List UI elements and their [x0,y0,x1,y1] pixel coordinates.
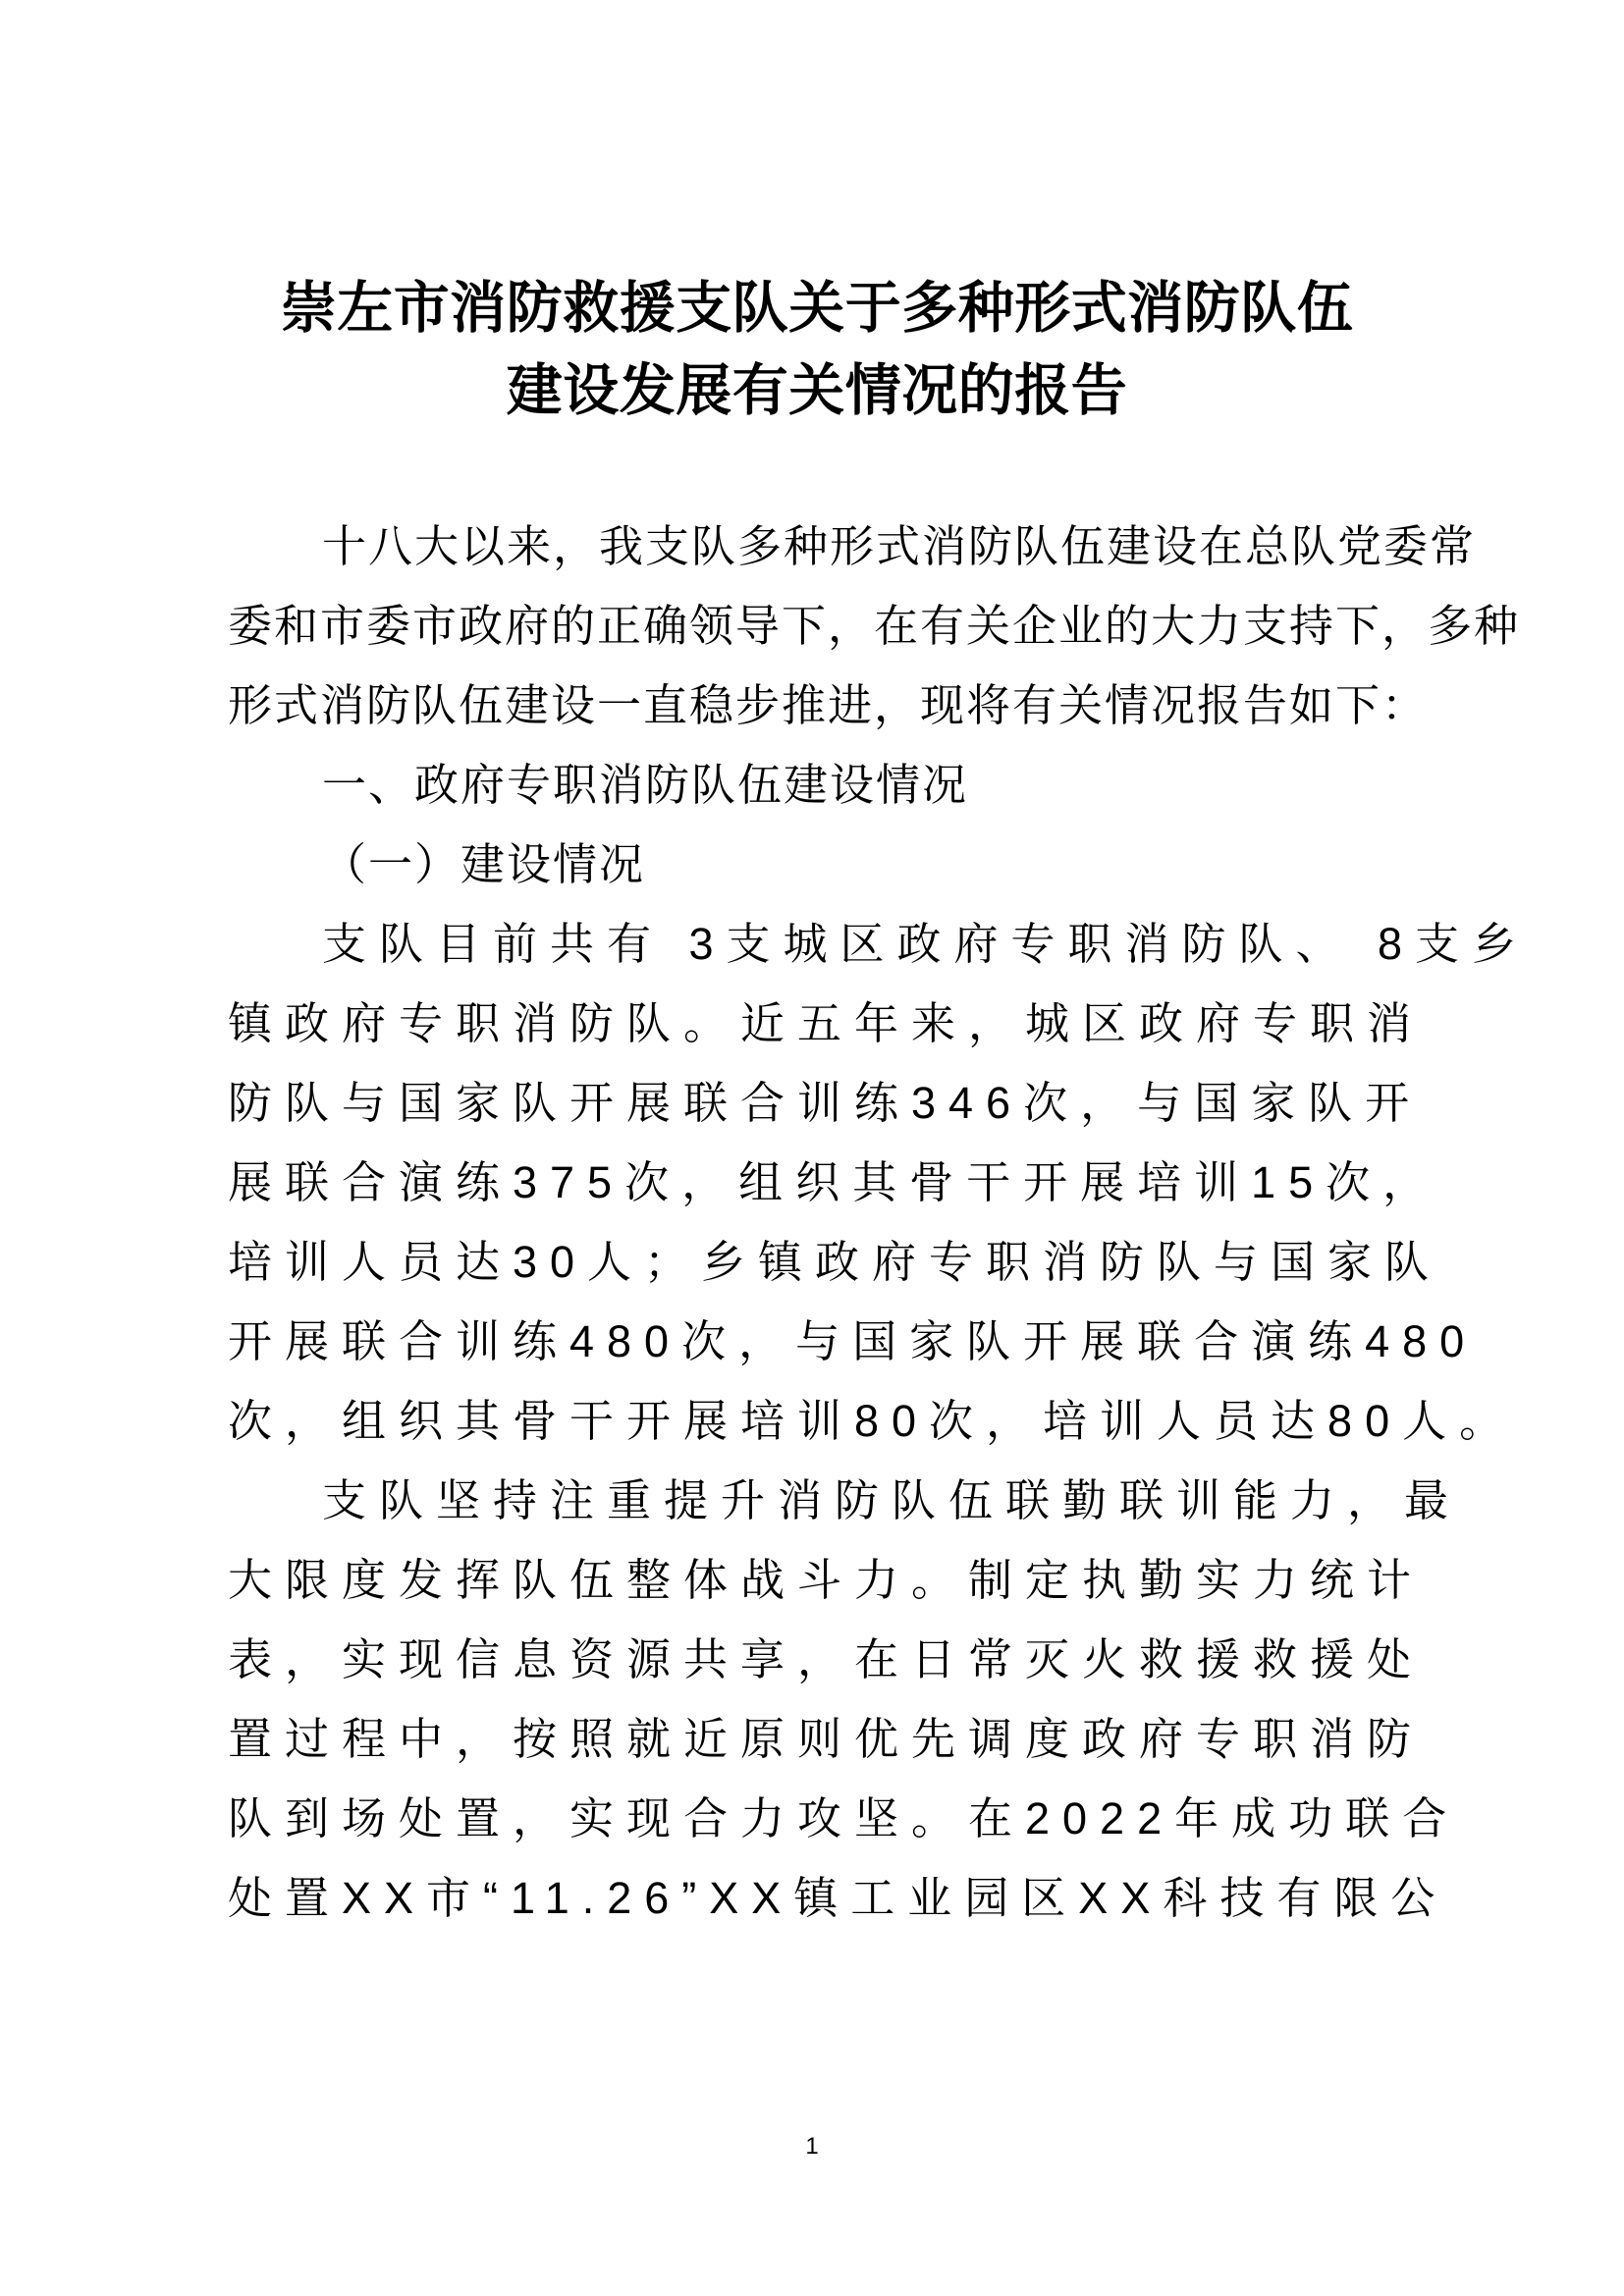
paragraph-capability-line-1: 支队坚持注重提升消防队伍联勤联训能力，最 [322,1475,1462,1525]
paragraph-intro-line-2: 委和市委市政府的正确领导下，在有关企业的大力支持下，多种 [228,601,1521,651]
document-title-line-2: 建设发展有关情况的报告 [506,359,1128,422]
paragraph-construction-line-6: 开展联合训练480次，与国家队开展联合演练480 [228,1316,1478,1366]
document-title [228,0,1406,432]
paragraph-capability [228,1461,1462,1938]
paragraph-capability-line-4: 置过程中，按照就近原则优先调度政府专职消防 [228,1714,1425,1764]
paragraph-capability-line-2: 大限度发挥队伍整体战斗力。制定执勤实力统计 [228,1555,1425,1605]
paragraph-construction-line-3: 防队与国家队开展联合训练346次，与国家队开 [228,1078,1423,1128]
paragraph-construction-line-1: 支队目前共有 3支城区政府专职消防队、 8支乡 [322,919,1530,969]
page-number-footer [0,2132,1624,2162]
paragraph-construction-line-5: 培训人员达30人；乡镇政府专职消防队与国家队 [228,1237,1442,1287]
paragraph-capability-line-5: 队到场处置，实现合力攻坚。在2022年成功联合 [228,1793,1460,1843]
paragraph-intro-line-1: 十八大以来，我支队多种形式消防队伍建设在总队党委常 [322,521,1477,571]
paragraph-construction [228,904,1530,1461]
paragraph-intro-line-3: 形式消防队伍建设一直稳步推进，现将有关情况报告如下： [228,680,1429,730]
page-content [228,0,1530,1938]
paragraph-construction-line-2: 镇政府专职消防队。近五年来，城区政府专职消 [228,998,1425,1048]
paragraph-capability-line-6: 处置XX市“11.26”XX镇工业园区XX科技有限公 [228,1873,1448,1923]
paragraph-capability-line-3: 表，实现信息资源共享，在日常灭火救援救援处 [228,1634,1425,1684]
paragraph-construction-line-7: 次，组织其骨干开展培训80次，培训人员达80人。 [228,1396,1517,1446]
section-heading-1: 一、政府专职消防队伍建设情况 [322,760,969,810]
paragraph-construction-line-4: 展联合演练375次，组织其骨干开展培训15次， [228,1157,1440,1207]
page-number: 1 [805,2133,819,2160]
document-body [228,507,1530,1938]
document-title-line-1: 崇左市消防救援支队关于多种形式消防队伍 [280,277,1354,340]
paragraph-intro [228,507,1521,745]
section-heading-1-1: （一）建设情况 [322,839,646,889]
